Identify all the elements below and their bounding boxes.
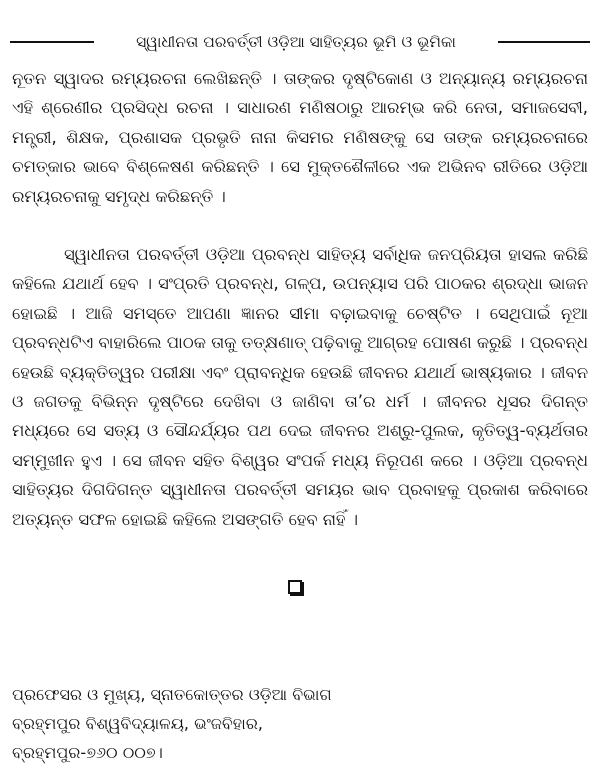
signature-line-designation: ପ୍ରଫେସର ଓ ମୁଖ୍ୟ, ସ୍ନାତକୋତ୍ତର ଓଡ଼ିଆ ବିଭାଗ (12, 685, 332, 704)
header-rule-left (10, 41, 94, 43)
signature-line-address: ବ୍ରହ୍ମପୁର-୭୬୦ ୦୦୭। (12, 743, 163, 762)
body-text (12, 64, 588, 534)
paragraph-1: ନୂତନ ସ୍ୱାଦର ରମ୍ୟରଚନା ଲେଖିଛନ୍ତି । ତାଙ୍କର ଦୃଷ୍ଟିକୋଣ ଓ ଅନ୍ୟାନ୍ୟ ରମ୍ୟରଚନା ଏହି ଶ୍ରେଣୀର ପ୍ରସିଦ୍ଧ ରଚନା । ସାଧାରଣ ମଣିଷଠାରୁ ଆରମ୍ଭ କରି ନେତା, ସମାଜସେବୀ, ମନ୍ତ୍ରୀ, ଶିକ୍ଷକ, ପ୍ରଶାସକ ପ୍ରଭୃତି ନାନା କିସମର ମଣିଷଙ୍କୁ ସେ ତାଙ୍କ ରମ୍ୟରଚନାରେ ଚମତ୍କାର ଭାବେ ବିଶ୍ଳେଷଣ କରିଛନ୍ତି । ସେ ମୁକ୍ତଶୈଳୀରେ ଏକ ଅଭିନବ ରୀତିରେ ଓଡ଼ିଆ ରମ୍ୟରଚନାକୁ ସମୃଦ୍ଧ କରିଛନ୍ତି । (12, 69, 588, 206)
header-rule-right (498, 41, 590, 43)
running-header (10, 30, 590, 54)
signature-line-institution: ବ୍ରହ୍ମପୁର ବିଶ୍ୱବିଦ୍ୟାଳୟ, ଭଂଜବିହାର, (12, 714, 263, 733)
author-signature-block (12, 680, 588, 767)
square-end-mark-icon (288, 580, 302, 594)
header-title: ସ୍ୱାଧୀନତା ପରବର୍ତ୍ତୀ ଓଡ଼ିଆ ସାହିତ୍ୟର ଭୂମି ଓ ଭୂମିକା (136, 32, 456, 51)
paragraph-2: ସ୍ୱାଧୀନତା ପରବର୍ତ୍ତୀ ଓଡ଼ିଆ ପ୍ରବନ୍ଧ ସାହିତ୍ୟ ସର୍ବାଧିକ ଜନପ୍ରିୟତା ହାସଲ କରିଛି କହିଲେ ଯଥାର୍ଥ ହେବ । ସଂପ୍ରତି ପ୍ରବନ୍ଧ, ଗଳ୍ପ, ଉପନ୍ୟାସ ପରି ପାଠକର ଶ୍ରଦ୍ଧା ଭାଜନ ହୋଇଛି । ଆଜି ସମସ୍ତେ ଆପଣା ଜ୍ଞାନର ସୀମା ବଢ଼ାଇବାକୁ ଚେଷ୍ଟିତ । ସେଥିପାଇଁ ନୂଆ ପ୍ରବନ୍ଧଟିଏ ବାହାରିଲେ ପାଠକ ତାକୁ ତତ୍‌କ୍ଷଣାତ୍ ପଢ଼ିବାକୁ ଆଗ୍ରହ ପୋଷଣ କରୁଛି । ପ୍ରବନ୍ଧ ହେଉଛି ବ୍ୟକ୍ତିତ୍ୱର ପରୀକ୍ଷା ଏବଂ ପ୍ରାବନ୍ଧିକ ହେଉଛି ଜୀବନର ଯଥାର୍ଥ ଭାଷ୍ୟକାର । ଜୀବନ ଓ ଜଗତକୁ ବିଭିନ୍ନ ଦୃଷ୍ଟିରେ ଦେଖିବା ଓ ଜାଣିବା ତା’ର ଧର୍ମ । ଜୀବନର ଧୂସର ଦିଗନ୍ତ ମଧ୍ୟରେ ସେ ସତ୍ୟ ଓ ସୌନ୍ଦର୍ଯ୍ୟର ପଥ ଦେଇ ଜୀବନର ଅଶ୍ରୁ-ପୁଲକ, କୃତିତ୍ୱ-ବ୍ୟର୍ଥତାର ସମ୍ମୁଖୀନ ହୁଏ । ସେ ଜୀବନ ସହିତ ବିଶ୍ୱର ସଂପର୍କ ମଧ୍ୟ ନିରୂପଣ କରେ । ଓଡ଼ିଆ ପ୍ରବନ୍ଧ ସାହିତ୍ୟର ଦିଗଦିଗନ୍ତ ସ୍ୱାଧୀନତା ପରବର୍ତ୍ତୀ ସମୟର ଭାବ ପ୍ରବାହକୁ ପ୍ରକାଶ କରିବାରେ ଅତ୍ୟନ୍ତ ସଫଳ ହୋଇଛି କହିଲେ ଅସଙ୍ଗତି ହେବ ନାହିଁ । (12, 245, 588, 529)
